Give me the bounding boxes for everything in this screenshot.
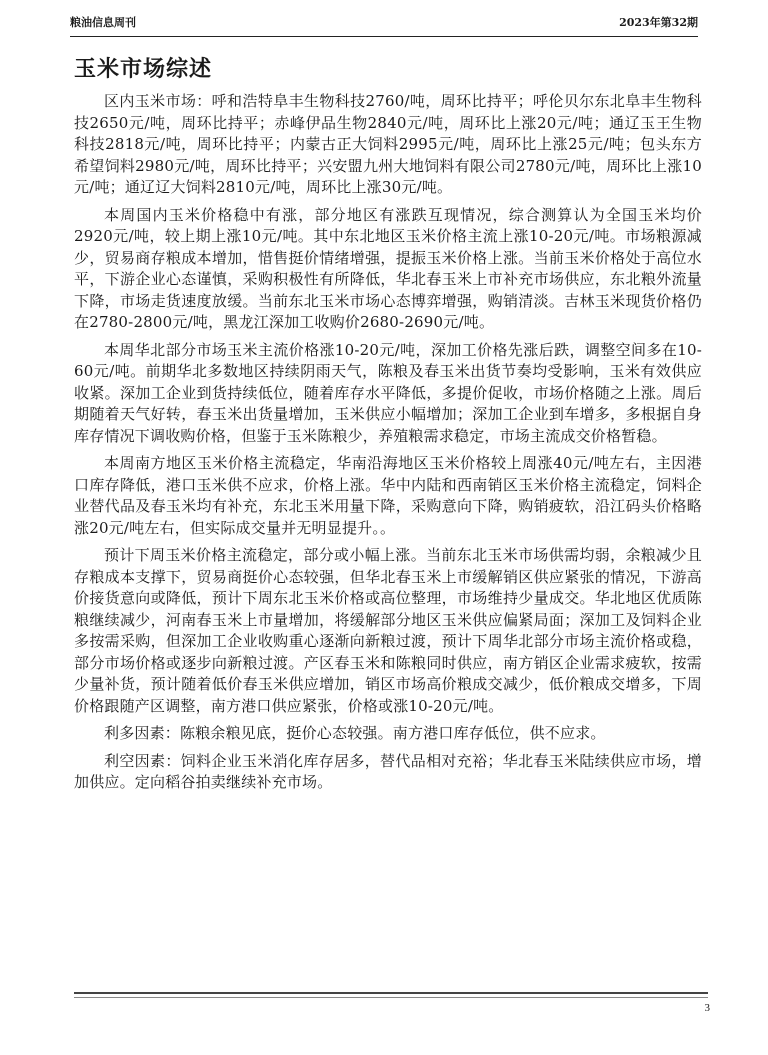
publication-title: 粮油信息周刊 (70, 16, 136, 29)
page-header (70, 8, 698, 30)
page-number: 3 (704, 1002, 710, 1014)
footer-divider-thick (74, 992, 708, 994)
header-divider (70, 36, 698, 37)
paragraph-national-market: 本周国内玉米价格稳中有涨，部分地区有涨跌互现情况，综合测算认为全国玉米均价2920元/吨，较上期上涨10元/吨。其中东北地区玉米价格主流上涨10-20元/吨。市场粮源减少，贸易商存粮成本增加，惜售挺价情绪增强，提振玉米价格上涨。当前玉米价格处于高位水平，下游企业心态谨慎，采购积极性有所降低，华北春玉米上市补充市场供应，东北粮外流量下降，市场走货速度放缓。当前东北玉米市场心态博弈增强，购销清淡。吉林玉米现货价格仍在2780-2800元/吨，黑龙江深加工收购价2680-2690元/吨。 (74, 205, 702, 331)
paragraph-south-market: 本周南方地区玉米价格主流稳定，华南沿海地区玉米价格较上周涨40元/吨左右，主因港口库存降低，港口玉米供不应求，价格上涨。华中内陆和西南销区玉米价格主流稳定，饲料企业替代品及春玉米均有补充，东北玉米用量下降，采购意向下降，购销疲软，沿江码头价格略涨20元/吨左右，但实际成交量并无明显提升。。 (74, 454, 702, 537)
section-title: 玉米市场综述 (74, 57, 213, 82)
paragraph-bearish-factors: 利空因素：饲料企业玉米消化库存居多，替代品相对充裕；华北春玉米陆续供应市场，增加供应。定向稻谷拍卖继续补充市场。 (74, 751, 702, 791)
paragraph-region-market: 区内玉米市场：呼和浩特阜丰生物科技2760/吨，周环比持平；呼伦贝尔东北阜丰生物科技2650元/吨，周环比持平；赤峰伊品生物2840元/吨，周环比上涨20元/吨；通辽玉王生物科技2818元/吨，周环比持平；内蒙古正大饲料2995元/吨，周环比上涨25元/吨；包头东方希望饲料2980元/吨，周环比持平；兴安盟九州大地饲料有限公司2780元/吨，周环比上涨10元/吨；通辽辽大饲料2810元/吨，周环比上涨30元/吨。 (74, 92, 702, 196)
article-body (74, 52, 702, 800)
paragraph-forecast: 预计下周玉米价格主流稳定，部分或小幅上涨。当前东北玉米市场供需均弱，余粮减少且存粮成本支撑下，贸易商挺价心态较强，但华北春玉米上市缓解销区供应紧张的情况，下游高价接货意向或降低，预计下周东北玉米价格或高位整理，市场维持少量成交。华北地区优质陈粮继续减少，河南春玉米上市量增加，将缓解部分地区玉米供应偏紧局面；深加工及饲料企业多按需采购，但深加工企业收购重心逐渐向新粮过渡，预计下周华北部分市场主流价格或稳，部分市场价格或逐步向新粮过渡。产区春玉米和陈粮同时供应，南方销区企业需求疲软，按需少量补货，预计随着低价春玉米供应增加，销区市场高价粮成交减少，低价粮成交增多，下周价格跟随产区调整，南方港口供应紧张，价格或涨10-20元/吨。 (74, 546, 702, 715)
issue-label: 2023年第32期 (619, 16, 698, 29)
paragraph-north-china: 本周华北部分市场玉米主流价格涨10-20元/吨，深加工价格先涨后跌，调整空间多在10-60元/吨。前期华北多数地区持续阴雨天气，陈粮及春玉米出货节奏均受影响，玉米有效供应收紧。深加工企业到货持续低位，随着库存水平降低，多提价促收，市场价格随之上涨。周后期随着天气好转，春玉米出货量增加，玉米供应小幅增加；深加工企业到车增多，多根据自身库存情况下调收购价格，但鉴于玉米陈粮少，养殖粮需求稳定，市场主流成交价格暂稳。 (74, 340, 702, 445)
footer-divider-thin (74, 997, 708, 998)
paragraph-bullish-factors: 利多因素：陈粮余粮见底，挺价心态较强。南方港口库存低位，供不应求。 (104, 724, 606, 742)
